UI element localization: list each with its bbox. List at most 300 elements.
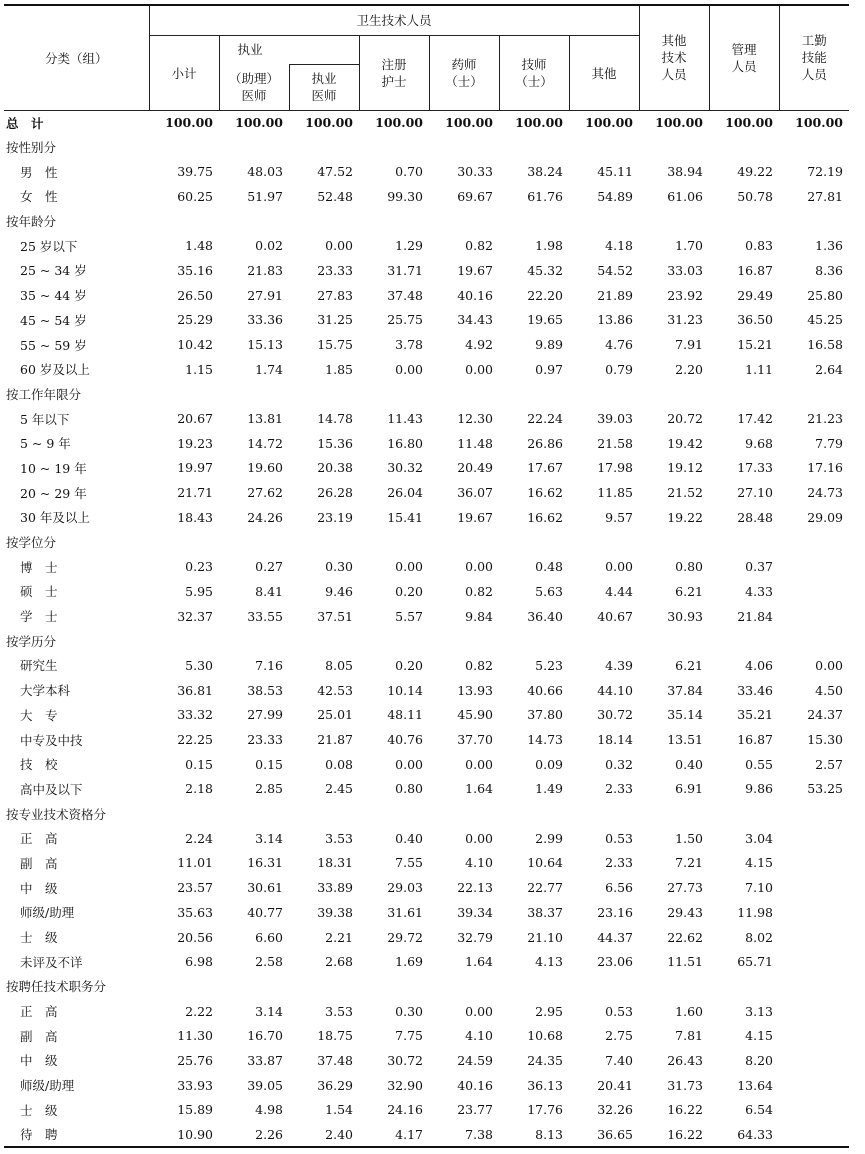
cell-value: [359, 209, 429, 234]
cell-value: 1.11: [745, 361, 773, 377]
cell-value: 23.92: [667, 287, 703, 303]
cell-value: 16.22: [639, 1122, 709, 1147]
cell-value: 0.82: [465, 657, 493, 673]
cell-value: 16.87: [737, 262, 773, 278]
cell-value: [149, 974, 219, 999]
cell-value: 19.67: [457, 262, 493, 278]
cell-value: 2.20: [675, 361, 703, 377]
cell-value: 0.83: [745, 238, 773, 254]
cell-value: [779, 925, 849, 950]
cell-value: 9.46: [325, 583, 353, 599]
cell-value: [779, 209, 849, 234]
cell-value: [219, 801, 289, 826]
cell-value: 6.21: [675, 583, 703, 599]
cell-value: 1.85: [325, 361, 353, 377]
cell-value: 5.30: [185, 657, 213, 673]
row-label: 20 ~ 29 年: [20, 485, 87, 501]
cell-value: [429, 135, 499, 160]
cell-value: 37.70: [457, 732, 493, 748]
row-label: 博 士: [20, 559, 58, 575]
cell-value: 9.84: [465, 608, 493, 624]
group-row: [4, 974, 849, 999]
cell-value: 0.82: [465, 583, 493, 599]
cell-value: 7.55: [395, 855, 423, 871]
cell-value: 25.80: [807, 287, 843, 303]
cell-value: 38.94: [667, 164, 703, 180]
cell-value: 15.89: [177, 1102, 213, 1118]
cell-value: 17.33: [737, 460, 773, 476]
cell-value: [429, 974, 499, 999]
cell-value: 7.75: [395, 1028, 423, 1044]
cell-value: 25.76: [177, 1052, 213, 1068]
cell-value: 10.14: [387, 682, 423, 698]
cell-value: 4.76: [605, 337, 633, 353]
cell-value: 3.53: [325, 1003, 353, 1019]
cell-value: [429, 628, 499, 653]
row-label: 总 计: [6, 115, 44, 131]
cell-value: 4.15: [745, 855, 773, 871]
cell-value: 2.85: [255, 781, 283, 797]
cell-value: 0.00: [465, 756, 493, 772]
cell-value: [359, 801, 429, 826]
row-label: 中 级: [20, 1053, 58, 1069]
cell-value: 16.70: [247, 1028, 283, 1044]
cell-value: 4.15: [745, 1028, 773, 1044]
cell-value: 5.57: [395, 608, 423, 624]
cell-value: 1.74: [255, 361, 283, 377]
cell-value: 8.05: [325, 657, 353, 673]
cell-value: 21.83: [247, 262, 283, 278]
cell-value: [779, 135, 849, 160]
cell-value: [779, 604, 849, 629]
cell-value: 16.58: [807, 337, 843, 353]
cell-value: 17.16: [807, 460, 843, 476]
cell-value: 29.72: [387, 929, 423, 945]
cell-value: 30.72: [387, 1052, 423, 1068]
group-row: [4, 209, 849, 234]
cell-value: [289, 628, 359, 653]
cell-value: [499, 974, 569, 999]
cell-value: [569, 135, 639, 160]
cell-value: 33.03: [667, 262, 703, 278]
cell-value: 21.10: [527, 929, 563, 945]
cell-value: 19.23: [177, 435, 213, 451]
cell-value: 1.70: [675, 238, 703, 254]
cell-value: [779, 1048, 849, 1073]
table-row: [4, 554, 849, 579]
cell-value: 34.43: [457, 312, 493, 328]
cell-value: 19.60: [247, 460, 283, 476]
cell-value: 14.78: [317, 411, 353, 427]
cell-value: 36.07: [457, 485, 493, 501]
row-label: 按专业技术资格分: [6, 806, 107, 822]
subtotal-header: 小计: [149, 35, 219, 110]
cell-value: [639, 530, 709, 555]
cell-value: 32.90: [387, 1077, 423, 1093]
table-row: [4, 1122, 849, 1147]
cell-value: 33.36: [247, 312, 283, 328]
cell-value: 0.00: [605, 559, 633, 575]
table-row: [4, 456, 849, 481]
cell-value: 7.21: [675, 855, 703, 871]
cell-value: 2.26: [219, 1122, 289, 1147]
cell-value: 17.42: [737, 411, 773, 427]
cell-value: 25.01: [317, 707, 353, 723]
cell-value: 39.03: [597, 411, 633, 427]
cell-value: 16.22: [667, 1102, 703, 1118]
table-row: [4, 604, 849, 629]
cell-value: 100.00: [585, 115, 633, 131]
row-label: 副 高: [20, 855, 58, 871]
cell-value: 1.50: [675, 830, 703, 846]
cell-value: 15.21: [737, 337, 773, 353]
cell-value: [639, 628, 709, 653]
row-label: 55 ~ 59 岁: [20, 337, 87, 353]
cell-value: [429, 530, 499, 555]
row-label: 士 级: [20, 1102, 58, 1118]
cell-value: 4.10: [465, 855, 493, 871]
cell-value: [709, 530, 779, 555]
cell-value: 0.02: [255, 238, 283, 254]
cell-value: 24.26: [247, 509, 283, 525]
row-label: 师级/助理: [20, 1078, 75, 1094]
cell-value: 40.16: [457, 287, 493, 303]
cell-value: 27.83: [317, 287, 353, 303]
cell-value: 31.23: [667, 312, 703, 328]
cell-value: 51.97: [247, 188, 283, 204]
cell-value: [779, 851, 849, 876]
cell-value: 11.98: [737, 904, 773, 920]
cell-value: [359, 382, 429, 407]
cell-value: 0.55: [745, 756, 773, 772]
cell-value: 6.21: [675, 657, 703, 673]
cell-value: [359, 530, 429, 555]
cell-value: [779, 382, 849, 407]
cell-value: [219, 628, 289, 653]
table-row: [4, 406, 849, 431]
group-row: [4, 801, 849, 826]
cell-value: 69.67: [457, 188, 493, 204]
table-row: [4, 752, 849, 777]
cell-value: 0.40: [395, 830, 423, 846]
cell-value: [779, 826, 849, 851]
cell-value: 30.33: [457, 164, 493, 180]
cell-value: 100.00: [375, 115, 423, 131]
cell-value: 19.42: [667, 435, 703, 451]
cell-value: 30.61: [247, 880, 283, 896]
cell-value: 2.21: [325, 929, 353, 945]
cell-value: 44.10: [597, 682, 633, 698]
cell-value: 21.89: [597, 287, 633, 303]
cell-value: 11.43: [387, 411, 423, 427]
cell-value: 39.38: [317, 904, 353, 920]
row-label: 硕 士: [20, 584, 58, 600]
management-header: 管理 人员: [709, 5, 779, 110]
cell-value: 38.53: [247, 682, 283, 698]
cell-value: [569, 209, 639, 234]
cell-value: 1.98: [535, 238, 563, 254]
cell-value: 0.80: [675, 559, 703, 575]
cell-value: 7.40: [605, 1052, 633, 1068]
cell-value: 6.56: [605, 880, 633, 896]
cell-value: [779, 949, 849, 974]
cell-value: 0.32: [605, 756, 633, 772]
cell-value: 40.76: [387, 732, 423, 748]
row-label: 35 ~ 44 岁: [20, 288, 87, 304]
cell-value: [149, 530, 219, 555]
licensed-assistant-header: 执业: [219, 35, 359, 64]
cell-value: [149, 801, 219, 826]
cell-value: 2.33: [605, 855, 633, 871]
cell-value: [779, 875, 849, 900]
cell-value: 0.40: [675, 756, 703, 772]
cell-value: [779, 579, 849, 604]
table-row: [4, 283, 849, 308]
cell-value: 0.00: [465, 1003, 493, 1019]
cell-value: 40.16: [457, 1077, 493, 1093]
cell-value: 1.64: [465, 781, 493, 797]
cell-value: 6.60: [255, 929, 283, 945]
cell-value: 33.89: [317, 880, 353, 896]
cell-value: 19.67: [457, 509, 493, 525]
cell-value: [289, 974, 359, 999]
cell-value: 11.48: [457, 435, 493, 451]
cell-value: [429, 801, 499, 826]
cell-value: 4.39: [605, 657, 633, 673]
cell-value: 8.20: [745, 1052, 773, 1068]
row-label: 按年龄分: [6, 214, 57, 230]
cell-value: 1.48: [185, 238, 213, 254]
cell-value: 0.30: [395, 1003, 423, 1019]
cell-value: 48.11: [387, 707, 423, 723]
cell-value: 45.90: [457, 707, 493, 723]
cell-value: [289, 530, 359, 555]
cell-value: 21.52: [667, 485, 703, 501]
cell-value: 7.38: [429, 1122, 499, 1147]
cell-value: 9.86: [745, 781, 773, 797]
cell-value: 38.37: [527, 904, 563, 920]
cell-value: [779, 1098, 849, 1123]
cell-value: 22.24: [527, 411, 563, 427]
table-body: [4, 110, 849, 1147]
cell-value: 9.68: [745, 435, 773, 451]
cell-value: 16.80: [387, 435, 423, 451]
cell-value: 40.67: [597, 608, 633, 624]
cell-value: 30.93: [667, 608, 703, 624]
cell-value: 14.72: [247, 435, 283, 451]
health-tech-group-header: 卫生技术人员: [149, 5, 639, 35]
cell-value: 100.00: [305, 115, 353, 131]
cell-value: 6.98: [185, 954, 213, 970]
cell-value: [499, 135, 569, 160]
other-header: 其他: [569, 35, 639, 110]
row-label: 男 性: [20, 164, 58, 180]
table-row: [4, 357, 849, 382]
cell-value: 8.02: [745, 929, 773, 945]
cell-value: [219, 135, 289, 160]
cell-value: 1.36: [815, 238, 843, 254]
cell-value: 22.20: [527, 287, 563, 303]
cell-value: 7.91: [675, 337, 703, 353]
table-row: [4, 480, 849, 505]
row-label: 待 聘: [4, 1122, 149, 1147]
cell-value: 13.64: [737, 1077, 773, 1093]
cell-value: 2.22: [185, 1003, 213, 1019]
cell-value: 6.54: [745, 1102, 773, 1118]
cell-value: 19.97: [177, 460, 213, 476]
cell-value: [779, 554, 849, 579]
cell-value: 31.61: [387, 904, 423, 920]
row-label: 45 ~ 54 岁: [20, 312, 87, 328]
row-label: 大学本科: [20, 683, 71, 699]
row-label: 士 级: [20, 930, 58, 946]
cell-value: 2.68: [325, 954, 353, 970]
cell-value: 19.65: [527, 312, 563, 328]
cell-value: 2.24: [185, 830, 213, 846]
cell-value: 22.62: [667, 929, 703, 945]
group-row: [4, 135, 849, 160]
cell-value: 47.52: [317, 164, 353, 180]
cell-value: 1.64: [465, 954, 493, 970]
cell-value: 21.23: [807, 411, 843, 427]
cell-value: [639, 974, 709, 999]
cell-value: 0.00: [395, 559, 423, 575]
cell-value: 13.86: [597, 312, 633, 328]
cell-value: 0.15: [185, 756, 213, 772]
cell-value: [149, 628, 219, 653]
cell-value: 27.62: [247, 485, 283, 501]
cell-value: 4.13: [535, 954, 563, 970]
cell-value: 36.40: [527, 608, 563, 624]
cell-value: 10.68: [527, 1028, 563, 1044]
cell-value: [219, 382, 289, 407]
row-label: 未评及不详: [20, 954, 83, 970]
table-row: [4, 900, 849, 925]
cell-value: 23.19: [317, 509, 353, 525]
cell-value: 14.73: [527, 732, 563, 748]
cell-value: 0.20: [395, 657, 423, 673]
cell-value: 20.67: [177, 411, 213, 427]
cell-value: 1.29: [395, 238, 423, 254]
cell-value: [499, 801, 569, 826]
cell-value: 37.48: [317, 1052, 353, 1068]
cell-value: 100.00: [165, 115, 213, 131]
cell-value: 8.41: [255, 583, 283, 599]
cell-value: [779, 1073, 849, 1098]
cell-value: [499, 209, 569, 234]
cell-value: 13.81: [247, 411, 283, 427]
cell-value: 18.75: [317, 1028, 353, 1044]
pharmacist-header: 药师 （士）: [429, 35, 499, 110]
row-label: 正 高: [20, 831, 58, 847]
cell-value: 15.75: [317, 337, 353, 353]
cell-value: 15.30: [807, 732, 843, 748]
cell-value: 37.48: [387, 287, 423, 303]
table-row: [4, 678, 849, 703]
cell-value: 16.62: [527, 485, 563, 501]
cell-value: 4.92: [465, 337, 493, 353]
cell-value: 32.79: [457, 929, 493, 945]
cell-value: 27.73: [667, 880, 703, 896]
row-label: 按性别分: [6, 140, 57, 156]
cell-value: 40.66: [527, 682, 563, 698]
cell-value: 100.00: [655, 115, 703, 131]
cell-value: 36.65: [569, 1122, 639, 1147]
cell-value: [639, 382, 709, 407]
cell-value: [429, 209, 499, 234]
cell-value: 0.00: [465, 830, 493, 846]
cell-value: [569, 974, 639, 999]
cell-value: 18.31: [317, 855, 353, 871]
cell-value: [219, 974, 289, 999]
table-row: [4, 826, 849, 851]
cell-value: 4.10: [465, 1028, 493, 1044]
cell-value: [359, 628, 429, 653]
cell-value: 61.76: [527, 188, 563, 204]
cell-value: 23.06: [597, 954, 633, 970]
cell-value: 24.59: [457, 1052, 493, 1068]
cell-value: 30.72: [597, 707, 633, 723]
cell-value: 100.00: [795, 115, 843, 131]
cell-value: 53.25: [807, 781, 843, 797]
cell-value: 0.00: [395, 361, 423, 377]
cell-value: 21.58: [597, 435, 633, 451]
cell-value: 8.36: [815, 262, 843, 278]
cell-value: [499, 628, 569, 653]
cell-value: 0.82: [465, 238, 493, 254]
cell-value: 1.60: [675, 1003, 703, 1019]
cell-value: 11.51: [667, 954, 703, 970]
cell-value: 23.77: [457, 1102, 493, 1118]
cell-value: 0.53: [605, 1003, 633, 1019]
cell-value: 5.63: [535, 583, 563, 599]
cell-value: 0.00: [815, 657, 843, 673]
cell-value: 10.42: [177, 337, 213, 353]
cell-value: [429, 382, 499, 407]
cell-value: 22.25: [177, 732, 213, 748]
row-label: 中 级: [20, 880, 58, 896]
cell-value: 4.50: [815, 682, 843, 698]
cell-value: [149, 209, 219, 234]
category-header: 分类（组）: [4, 5, 149, 110]
cell-value: 52.48: [317, 188, 353, 204]
row-label: 5 ~ 9 年: [20, 436, 71, 452]
cell-value: 21.87: [317, 732, 353, 748]
table-row: [4, 431, 849, 456]
row-label: 按工作年限分: [6, 386, 82, 402]
cell-value: 31.71: [387, 262, 423, 278]
cell-value: 32.37: [177, 608, 213, 624]
cell-value: [569, 801, 639, 826]
row-label: 按学位分: [6, 535, 57, 551]
row-label: 按学历分: [6, 633, 57, 649]
row-label: 60 岁及以上: [20, 362, 90, 378]
row-label: 5 年以下: [20, 411, 70, 427]
table-header: [4, 5, 849, 110]
cell-value: 3.14: [255, 830, 283, 846]
cell-value: 3.13: [745, 1003, 773, 1019]
cell-value: 20.38: [317, 460, 353, 476]
cell-value: 23.57: [177, 880, 213, 896]
cell-value: 3.04: [745, 830, 773, 846]
row-label: 中专及中技: [20, 732, 83, 748]
table-row: [4, 999, 849, 1024]
cell-value: 17.98: [597, 460, 633, 476]
cell-value: 2.95: [535, 1003, 563, 1019]
cell-value: 100.00: [445, 115, 493, 131]
cell-value: 10.64: [527, 855, 563, 871]
cell-value: 2.64: [815, 361, 843, 377]
